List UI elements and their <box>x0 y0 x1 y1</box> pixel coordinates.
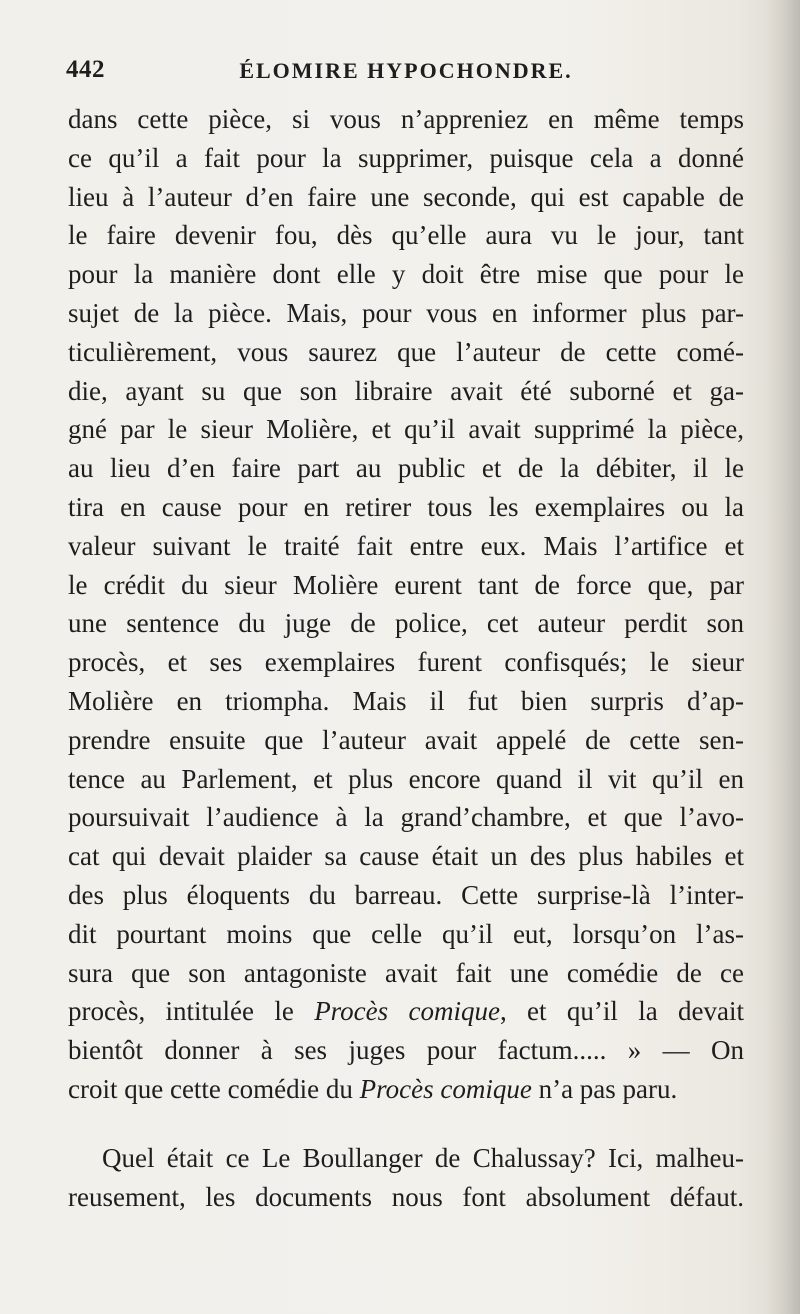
text-segment: procès, intitulée le <box>68 996 315 1027</box>
paragraph-gap <box>68 1109 744 1139</box>
text-segment: croit que cette comédie du <box>68 1073 360 1104</box>
text-line: sujet de la pièce. Mais, pour vous en informer plus par- <box>68 297 744 328</box>
text-line: Molière en triompha. Mais il fut bien surpris d’ap- <box>68 685 744 716</box>
text-line: Quel était ce Le Boullanger de Chalussay? Ici, malheu- <box>102 1142 744 1173</box>
italic-title: Procès comique <box>359 1073 532 1104</box>
text-line: dit pourtant moins que celle qu’il eut, lorsqu’on l’as- <box>68 918 744 949</box>
page-edge-shadow <box>766 0 800 1314</box>
text-segment: , et qu’il la devait <box>499 996 744 1027</box>
text-line: ce qu’il a fait pour la supprimer, puisque cela a donné <box>68 142 744 173</box>
page-number: 442 <box>66 56 105 83</box>
text-line: cat qui devait plaider sa cause était un des plus habiles et <box>68 841 744 872</box>
body-text <box>68 100 744 1216</box>
text-line: die, ayant su que son libraire avait été suborné et ga- <box>68 375 744 406</box>
text-line <box>68 1070 744 1109</box>
text-line: procès, et ses exemplaires furent confisqués; le sieur <box>68 647 744 678</box>
text-line: prendre ensuite que l’auteur avait appelé de cette sen- <box>68 724 744 755</box>
text-segment: n’a pas paru. <box>531 1073 678 1104</box>
text-line: sura que son antagoniste avait fait une comédie de ce <box>68 957 744 988</box>
running-title: ÉLOMIRE HYPOCHONDRE. <box>239 58 573 83</box>
text-line: le faire devenir fou, dès qu’elle aura vu le jour, tant <box>68 220 744 251</box>
text-line: tira en cause pour en retirer tous les exemplaires ou la <box>68 491 744 522</box>
text-line: bientôt donner à ses juges pour factum..... » — On <box>68 1035 744 1066</box>
text-line: reusement, les documents nous font absolument défaut. <box>68 1181 744 1212</box>
text-line: gné par le sieur Molière, et qu’il avait supprimé la pièce, <box>68 414 744 445</box>
text-line: ticulièrement, vous saurez que l’auteur de cette comé- <box>68 336 744 367</box>
text-line: une sentence du juge de police, cet auteur perdit son <box>68 608 744 639</box>
text-line: lieu à l’auteur d’en faire une seconde, qui est capable de <box>68 181 744 212</box>
text-line <box>68 992 744 1031</box>
text-line: dans cette pièce, si vous n’appreniez en même temps <box>68 104 744 134</box>
text-line: pour la manière dont elle y doit être mise que pour le <box>68 259 744 290</box>
italic-title: Procès comique <box>314 996 500 1027</box>
text-line: au lieu d’en faire part au public et de la débiter, il le <box>68 453 744 484</box>
text-line: tence au Parlement, et plus encore quand il vit qu’il en <box>68 763 744 794</box>
paragraph <box>68 1139 744 1217</box>
text-line: des plus éloquents du barreau. Cette surprise-là l’inter- <box>68 879 744 910</box>
paragraph <box>68 100 744 1109</box>
text-line: valeur suivant le traité fait entre eux. Mais l’artifice et <box>68 530 744 561</box>
page-header <box>66 56 746 86</box>
text-line: poursuivait l’audience à la grand’chambre, et que l’avo- <box>68 802 744 833</box>
text-line: le crédit du sieur Molière eurent tant de force que, par <box>68 569 744 600</box>
